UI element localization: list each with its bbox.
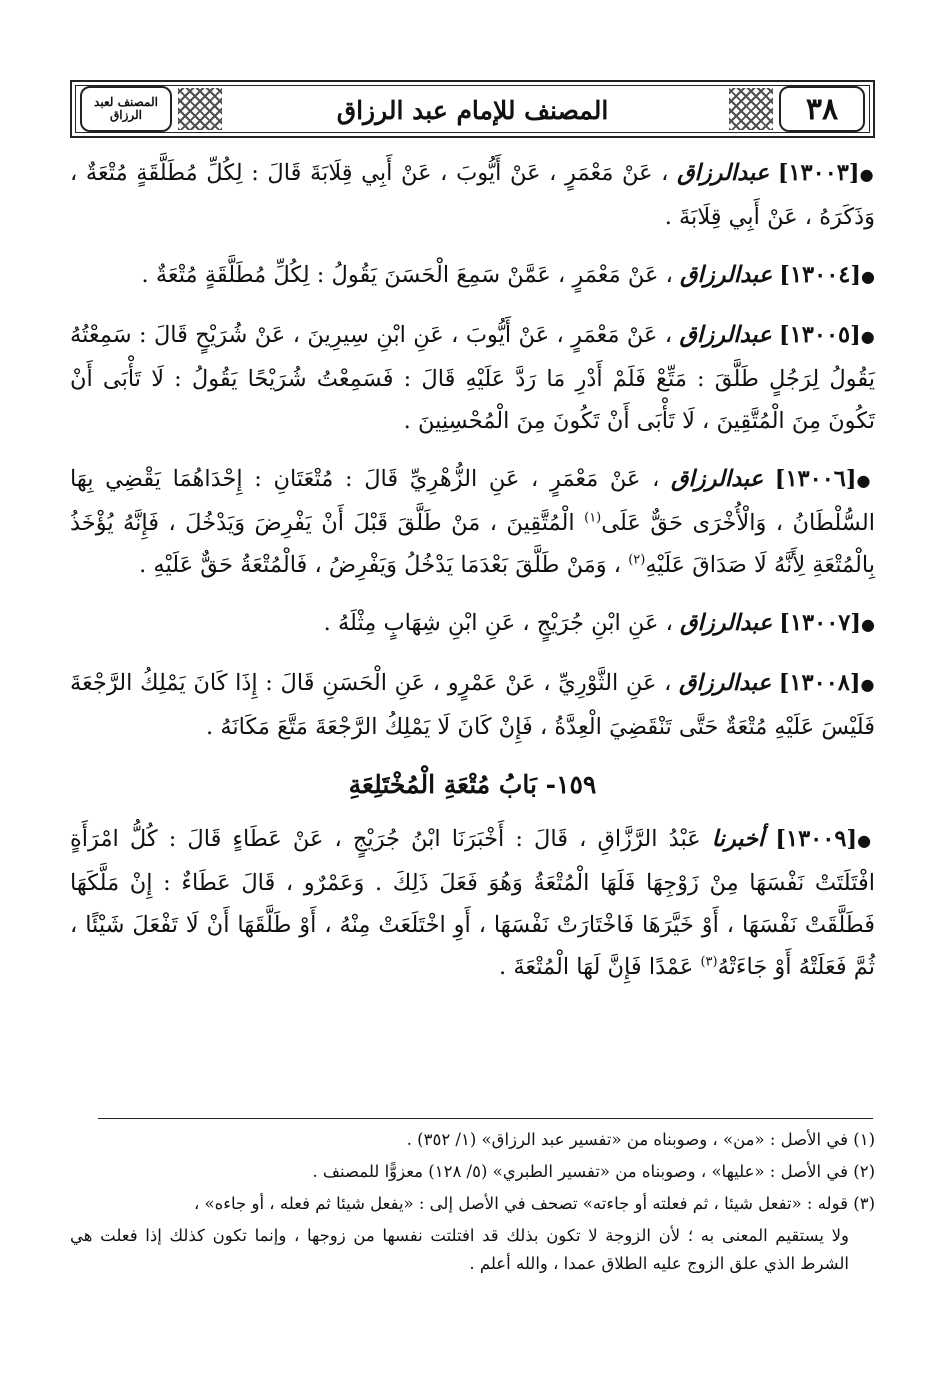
footnote-divider [98,1118,873,1119]
hadith-narrator: عبدالرزاق [680,262,773,288]
hadith-text: عَمْدًا فَإِنَّ لَهَا الْمُتْعَةَ . [499,954,694,980]
main-text [70,152,875,1004]
page-number: ٣٨ [805,91,839,127]
bullet-icon: ● [861,615,875,634]
footnote-2: (٢) في الأصل : «عليها» ، وصوبناه من «تفسير الطبري» (٥/ ١٢٨) معزوًّا للمصنف . [312,1162,875,1181]
hadith-13008 [70,662,875,748]
footnotes [70,1126,875,1282]
bullet-icon: ● [857,831,876,850]
chapter-heading: ١٥٩- بَابُ مُتْعَةِ الْمُخْتَلِعَةِ [348,770,597,799]
page-number-box [779,86,865,132]
hadith-narrator: عبدالرزاق [671,466,764,492]
hadith-number: [١٣٠٠٩] [775,826,858,852]
header-ornament-right [729,88,773,130]
footnote-ref[interactable]: (٣) [700,954,718,970]
book-logo [80,86,172,132]
book-title: المصنف للإمام عبد الرزاق [336,95,609,125]
bullet-icon: ● [856,471,875,490]
bullet-icon: ● [860,327,876,346]
footnote-ref[interactable]: (٢) [628,552,646,568]
hadith-number: [١٣٠٠٤] [779,262,862,288]
hadith-text: ، عَنْ مَعْمَرٍ ، عَنْ أَيُّوبَ ، عَنْ أَبِي قِلَابَةَ قَالَ : لِكُلِّ مُطَلَّقَةٍ مُتْعَةٌ ، وَذَكَرَهُ ، عَنْ أَبِي قِلَابَةَ . [70,160,875,230]
footnote-1: (١) في الأصل : «من» ، وصوبناه من «تفسير عبد الرزاق» (١/ ٣٥٢) . [406,1130,875,1149]
book-logo-text: المصنف لعبد الرزاق [94,94,158,122]
hadith-text: ، عَنِ ابْنِ جُرَيْجٍ ، عَنِ ابْنِ شِهَابٍ مِثْلَهُ . [323,610,673,636]
hadith-text: ، عَنْ مَعْمَرٍ ، عَنِ الزُّهْرِيِّ قَالَ : مُتْعَتَانِ : إِحْدَاهُمَا يَقْضِي بِهَا السُّلْطَانُ ، وَالْأُخْرَى حَقٌّ عَلَى [70,466,875,536]
hadith-narrator: عبدالرزاق [679,670,772,696]
hadith-text: عَبْدُ الرَّزَّاقِ ، قَالَ : أَخْبَرَنَا ابْنُ جُرَيْجٍ ، عَنْ عَطَاءٍ قَالَ : كُلُّ امْرَأَةٍ افْتَلَتَتْ نَفْسَهَا مِنْ زَوْجِهَا فَلَهَا الْمُتْعَةُ وَهُوَ فَعَلَ ذَلِكَ . وَعَمْرٌو ، قَالَ عَطَاءٌ : إِنْ مَلَّكَهَا فَطَلَّقَتْ نَفْسَهَا ، أَوْ خَيَّرَهَا فَاخْتَارَتْ نَفْسَهَا ، أَوِ اخْتَلَعَتْ مِنْهُ ، أَوْ طَلَّقَهَا أَنْ لَا تَفْعَلَ شَيْئًا ، ثُمَّ فَعَلَتْهُ أَوْ جَاءَتْهُ [70,826,875,980]
hadith-narrator: عبدالرزاق [679,322,772,348]
hadith-text: الْمُتَّقِينَ ، مَنْ طَلَّقَ قَبْلَ أَنْ يَفْرِضَ وَيَدْخُلَ ، فَإِنَّهُ يُؤْخَذُ بِالْمُتْعَةِ لِأَنَّهُ لَا صَدَاقَ عَلَيْهِ [70,510,875,578]
hadith-text: ، عَنِ الثَّوْرِيِّ ، عَنْ عَمْرٍو ، عَنِ الْحَسَنِ قَالَ : إِذَا كَانَ يَمْلِكُ الرَّجْعَةَ فَلَيْسَ عَلَيْهِ مُتْعَةٌ حَتَّى تَنْقَضِيَ الْعِدَّةُ ، فَإِنْ كَانَ لَا يَمْلِكُ الرَّجْعَةَ مَتَّعَ مَكَانَهُ . [70,670,875,740]
bullet-icon: ● [859,165,875,184]
page-header [70,80,875,138]
hadith-13003 [70,152,875,238]
hadith-number: [١٣٠٠٨] [778,670,861,696]
hadith-number: [١٣٠٠٦] [774,466,857,492]
footnote-3: (٣) قوله : «تفعل شيئا ، ثم فعلته أو جاءته» تصحف في الأصل إلى : «يفعل شيئا ثم فعله ، أو جاءه» ، [193,1194,875,1213]
footnote-ref[interactable]: (١) [584,510,602,526]
hadith-13005 [70,314,875,442]
hadith-narrator: عبدالرزاق [680,610,773,636]
hadith-number: [١٣٠٠٣] [777,160,860,186]
hadith-13006 [70,458,875,586]
bullet-icon: ● [861,267,875,286]
hadith-number: [١٣٠٠٥] [779,322,861,348]
footnote-3-continued: ولا يستقيم المعنى به ؛ لأن الزوجة لا تكون بذلك قد افتلتت نفسها من زوجها ، وإنما تكون كذلك إذا فعلت هي الشرط الذي علق الزوج عليه الطلاق عمدا ، والله أعلم . [70,1226,849,1273]
hadith-13007 [70,602,875,646]
hadith-text: ، عَنْ مَعْمَرٍ ، عَمَّنْ سَمِعَ الْحَسَنَ يَقُولُ : لِكُلِّ مُطَلَّقَةٍ مُتْعَةٌ . [141,262,673,288]
hadith-text: ، عَنْ مَعْمَرٍ ، عَنْ أَيُّوبَ ، عَنِ ابْنِ سِيرِينَ ، عَنْ شُرَيْحٍ قَالَ : سَمِعْتُهُ يَقُولُ لِرَجُلٍ طَلَّقَ : مَتِّعْ فَلَمْ أَدْرِ مَا رَدَّ عَلَيْهِ قَالَ : فَسَمِعْتُ شُرَيْحًا يَقُولُ : لَا تَأْبَى أَنْ تَكُونَ مِنَ الْمُتَّقِينَ ، لَا تَأْبَى أَنْ تَكُونَ مِنَ الْمُحْسِنِينَ . [70,322,875,434]
hadith-13004 [70,254,875,298]
hadith-narrator: أخبرنا [711,826,765,852]
bullet-icon: ● [860,675,875,694]
hadith-narrator: عبدالرزاق [677,160,770,186]
hadith-number: [١٣٠٠٧] [779,610,862,636]
hadith-text: ، وَمَنْ طَلَّقَ بَعْدَمَا يَدْخُلُ وَيَفْرِضُ ، فَالْمُتْعَةُ حَقٌّ عَلَيْهِ . [139,552,622,578]
header-ornament-left [178,88,222,130]
hadith-13009 [70,818,875,988]
